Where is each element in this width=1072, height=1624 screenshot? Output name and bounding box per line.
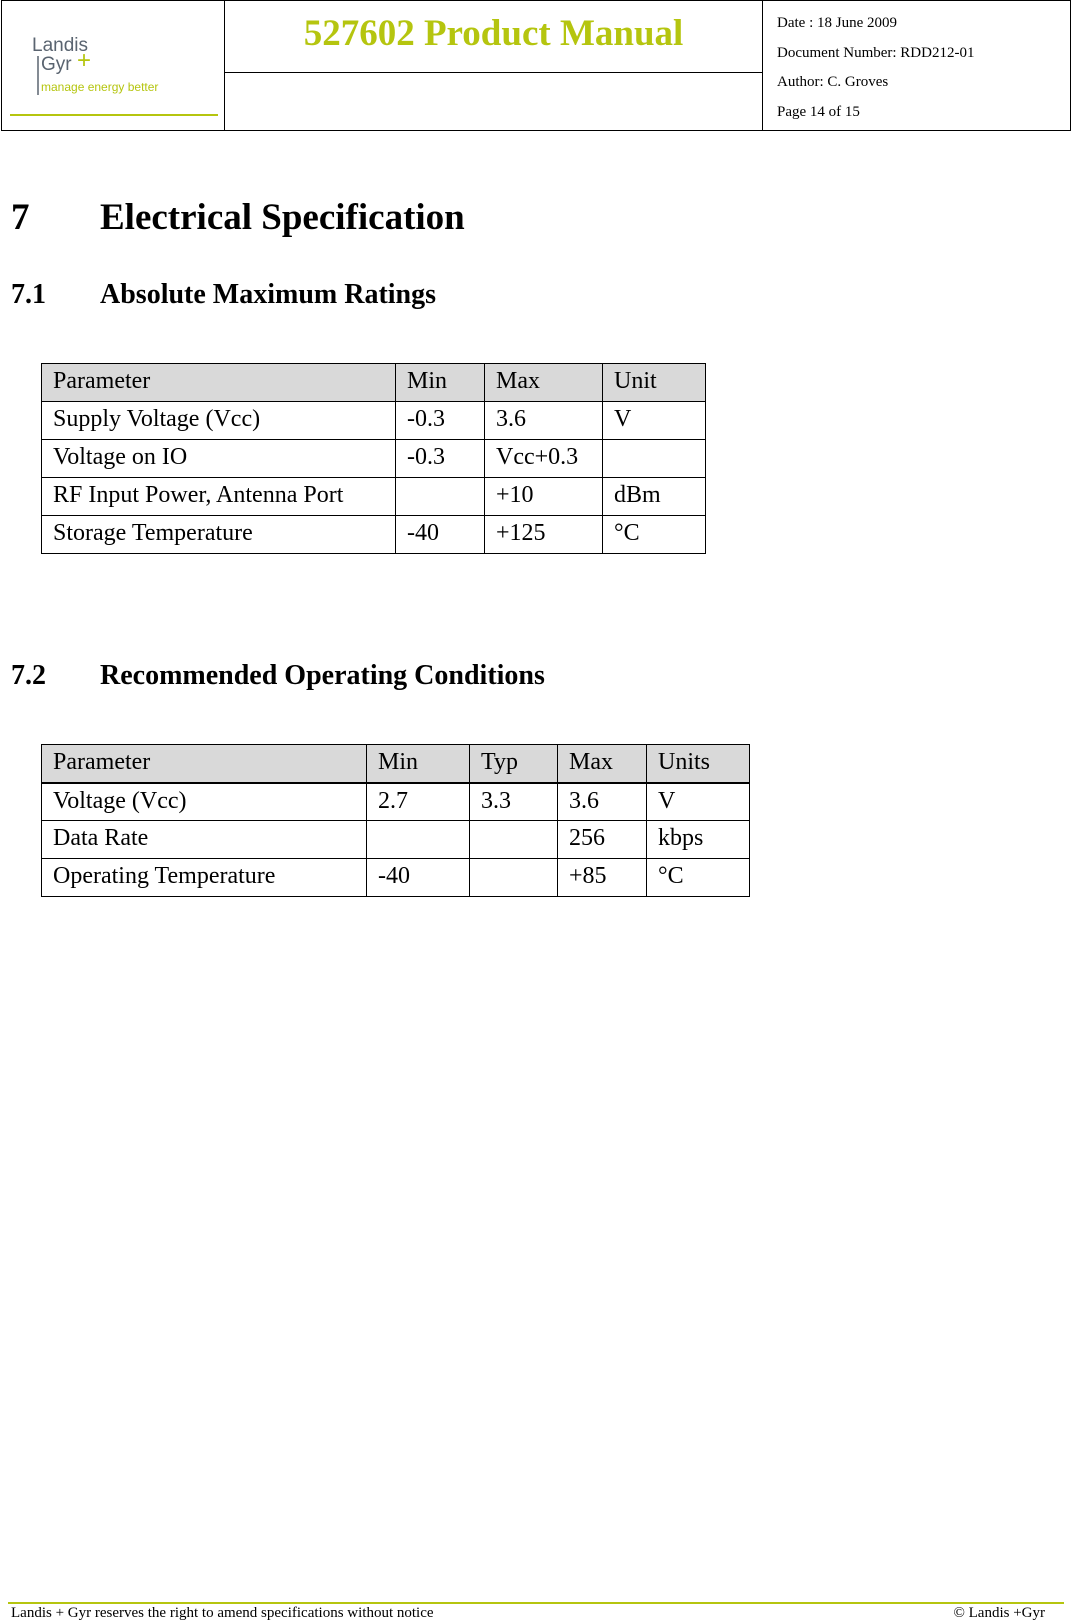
table-cell: °C: [603, 516, 706, 554]
footer-notice: Landis + Gyr reserves the right to amend specifications without notice: [11, 1605, 434, 1621]
table-cell: +10: [485, 478, 603, 516]
footer-divider: [8, 1602, 1064, 1604]
table-cell: -0.3: [396, 402, 485, 440]
footer-copyright: © Landis +Gyr: [953, 1605, 1045, 1621]
logo-underline: [10, 114, 218, 116]
doc-number: Document Number: RDD212-01: [777, 44, 975, 61]
table-cell: dBm: [603, 478, 706, 516]
table-cell: Storage Temperature: [42, 516, 396, 554]
table-row: [42, 859, 750, 897]
table-cell: -0.3: [396, 440, 485, 478]
section-title: Electrical Specification: [100, 197, 465, 238]
table-cell: +85: [558, 859, 647, 897]
header-cell: Max: [558, 745, 647, 783]
table-cell: 2.7: [367, 783, 470, 821]
subsection-title: Recommended Operating Conditions: [100, 660, 545, 691]
table-row: [42, 821, 750, 859]
logo-plus: +: [77, 47, 92, 74]
table-cell: Data Rate: [42, 821, 367, 859]
logo-cell: [2, 1, 225, 130]
page-header: [1, 0, 1071, 131]
title-top: [225, 1, 762, 73]
doc-author: Author: C. Groves: [777, 74, 889, 90]
doc-date: Date : 18 June 2009: [777, 15, 897, 31]
table-cell: [367, 821, 470, 859]
table-cell: V: [603, 402, 706, 440]
table-cell: RF Input Power, Antenna Port: [42, 478, 396, 516]
header-cell: Units: [647, 745, 750, 783]
doc-page: Page 14 of 15: [777, 103, 860, 120]
table-cell: Voltage (Vcc): [42, 783, 367, 821]
table-cell: [470, 859, 558, 897]
header-cell: Unit: [603, 364, 706, 402]
document-title: 527602 Product Manual: [303, 13, 684, 54]
table-cell: [470, 821, 558, 859]
table-cell: Operating Temperature: [42, 859, 367, 897]
table-cell: Voltage on IO: [42, 440, 396, 478]
table-row: [42, 478, 706, 516]
table-cell: 3.6: [558, 783, 647, 821]
subsection-title: Absolute Maximum Ratings: [100, 279, 437, 310]
header-cell: Typ: [470, 745, 558, 783]
header-cell: Max: [485, 364, 603, 402]
subsection-heading-7-2: [11, 660, 545, 692]
table-cell: [603, 440, 706, 478]
table-cell: -40: [396, 516, 485, 554]
subsection-number: 7.2: [11, 660, 46, 691]
table-cell: °C: [647, 859, 750, 897]
table-cell: -40: [367, 859, 470, 897]
title-cell: [225, 1, 763, 130]
table-cell: Supply Voltage (Vcc): [42, 402, 396, 440]
table-cell: 3.3: [470, 783, 558, 821]
table-row: [42, 402, 706, 440]
table-row: [42, 516, 706, 554]
table-header-row: [42, 745, 750, 783]
landis-gyr-logo: [30, 31, 200, 101]
table-cell: Vcc+0.3: [485, 440, 603, 478]
table-cell: V: [647, 783, 750, 821]
table-cell: 3.6: [485, 402, 603, 440]
logo-text-landis: Landis: [32, 35, 88, 56]
header-cell: Parameter: [42, 364, 396, 402]
section-number: 7: [11, 197, 30, 238]
table-cell: +125: [485, 516, 603, 554]
operating-conditions-table: [41, 744, 750, 897]
header-cell: Min: [396, 364, 485, 402]
table-cell: kbps: [647, 821, 750, 859]
absolute-max-ratings-table: [41, 363, 706, 554]
logo-tagline: manage energy better: [41, 80, 159, 94]
section-heading: [11, 196, 465, 239]
subsection-number: 7.1: [11, 279, 46, 310]
table-header-row: [42, 364, 706, 402]
table-row: [42, 440, 706, 478]
subsection-heading-7-1: [11, 279, 436, 311]
table-cell: [396, 478, 485, 516]
document-meta: [777, 9, 974, 127]
header-cell: Parameter: [42, 745, 367, 783]
logo-text-gyr: Gyr: [41, 54, 72, 75]
table-cell: 256: [558, 821, 647, 859]
header-cell: Min: [367, 745, 470, 783]
table-row: [42, 783, 750, 821]
